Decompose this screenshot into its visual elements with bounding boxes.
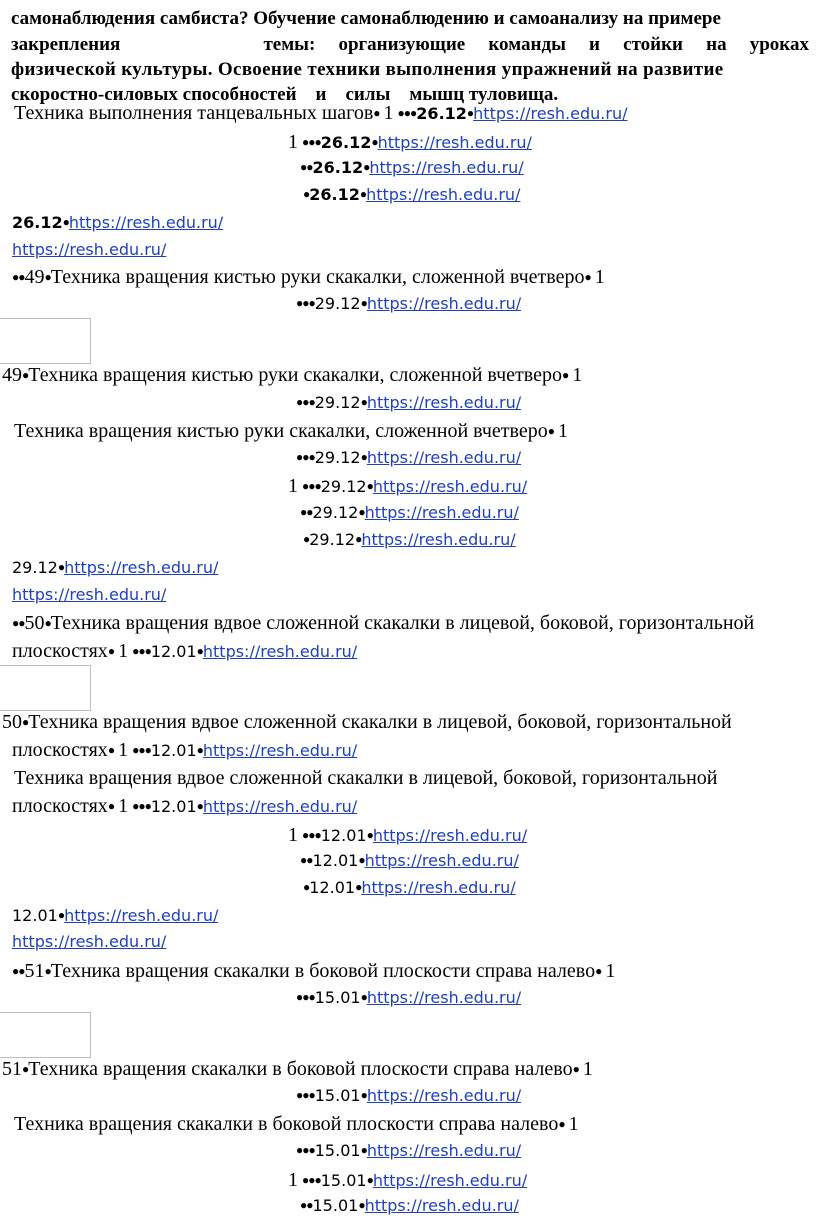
- bullet-icon: ●: [138, 743, 145, 757]
- date: 12.01: [309, 878, 356, 897]
- date: 29.12: [314, 448, 361, 467]
- bullet-icon: ●: [296, 395, 303, 409]
- bullet-icon: ●: [302, 990, 309, 1004]
- bullet-icon: ●: [196, 799, 203, 813]
- lesson-title: Техника вращения скакалки в боковой плоскости справа налево: [14, 1113, 559, 1135]
- resh-link[interactable]: https://resh.edu.ru/: [364, 503, 519, 522]
- lesson-row: [2, 711, 732, 734]
- bullet-icon: ●: [366, 479, 373, 493]
- date: 12.01: [150, 797, 197, 816]
- bullet-icon: ●: [355, 880, 362, 894]
- date: 26.12: [416, 104, 467, 123]
- bullet-icon: ●: [358, 853, 365, 867]
- bullet-icon: ●: [360, 296, 367, 310]
- resh-link[interactable]: https://resh.edu.ru/: [64, 906, 219, 925]
- bullet-icon: ●: [314, 479, 321, 493]
- lesson-row: [12, 906, 218, 926]
- bullet-icon: ●: [302, 1143, 309, 1157]
- bullet-icon: ●: [132, 743, 139, 757]
- hours: 1: [383, 102, 394, 124]
- bullet-icon: ●: [57, 908, 65, 922]
- bullet-icon: ●: [558, 1117, 565, 1131]
- header-line-2: [11, 32, 809, 58]
- hours: 1: [288, 131, 298, 153]
- lesson-number: 49: [24, 266, 45, 288]
- date: 29.12: [314, 393, 361, 412]
- bullet-icon: ●: [397, 106, 404, 120]
- lesson-row: [12, 932, 166, 952]
- bullet-icon: ●: [360, 990, 367, 1004]
- hours: 1: [118, 739, 129, 761]
- bullet-icon: ●: [107, 799, 115, 813]
- date: 26.12: [12, 213, 63, 232]
- bullet-icon: ●: [44, 270, 51, 284]
- date: 26.12: [312, 158, 364, 177]
- lesson-row: [288, 1169, 527, 1192]
- hours: 1: [118, 795, 129, 817]
- hours: 1: [118, 640, 129, 662]
- hours: 1: [582, 1058, 593, 1080]
- header-word: на: [706, 34, 727, 55]
- lesson-row: [288, 475, 527, 498]
- bullet-icon: ●: [306, 853, 313, 867]
- resh-link[interactable]: https://resh.edu.ru/: [369, 158, 524, 177]
- bullet-icon: ●: [44, 964, 51, 978]
- resh-link[interactable]: https://resh.edu.ru/: [366, 1141, 522, 1160]
- resh-link[interactable]: https://resh.edu.ru/: [366, 294, 522, 313]
- lesson-row: [303, 878, 516, 898]
- bullet-icon: ●: [306, 505, 313, 519]
- resh-link[interactable]: https://resh.edu.ru/: [12, 585, 167, 604]
- bullet-icon: ●: [359, 187, 367, 201]
- resh-link[interactable]: https://resh.edu.ru/: [366, 1086, 522, 1105]
- bullet-icon: ●: [308, 135, 315, 149]
- lesson-row: [12, 240, 166, 260]
- lesson-row: [12, 266, 605, 289]
- bullet-icon: ●: [296, 1088, 303, 1102]
- bullet-icon: ●: [62, 215, 69, 229]
- bullet-icon: ●: [308, 1143, 315, 1157]
- resh-link[interactable]: https://resh.edu.ru/: [202, 797, 358, 816]
- date: 29.12: [309, 530, 356, 549]
- hours: 1: [572, 364, 583, 386]
- bullet-icon: ●: [12, 964, 19, 978]
- resh-link[interactable]: https://resh.edu.ru/: [202, 741, 358, 760]
- header-word: темы:: [263, 34, 316, 55]
- bullet-icon: ●: [306, 1198, 313, 1212]
- bullet-icon: ●: [12, 270, 19, 284]
- bullet-icon: ●: [107, 743, 115, 757]
- header-word: закрепления: [11, 34, 121, 55]
- date: 12.01: [12, 906, 58, 925]
- resh-link[interactable]: https://resh.edu.ru/: [364, 1196, 519, 1215]
- bullet-icon: ●: [308, 296, 315, 310]
- lesson-title-cont: плоскостях: [12, 795, 108, 817]
- resh-link[interactable]: https://resh.edu.ru/: [12, 240, 167, 259]
- lesson-row: [12, 558, 218, 578]
- bullet-icon: ●: [138, 799, 145, 813]
- header-word: организующие: [338, 34, 466, 55]
- table-cell-box: [0, 318, 91, 364]
- date: 12.01: [320, 826, 367, 845]
- lesson-number: 51: [2, 1058, 22, 1080]
- resh-link[interactable]: https://resh.edu.ru/: [68, 213, 224, 232]
- date: 15.01: [314, 1141, 361, 1160]
- bullet-icon: ●: [144, 799, 151, 813]
- lesson-row: [296, 393, 521, 413]
- lesson-row: [300, 851, 519, 871]
- bullet-icon: ●: [18, 964, 25, 978]
- lesson-row: [14, 1113, 579, 1136]
- resh-link[interactable]: https://resh.edu.ru/: [202, 642, 358, 661]
- bullet-icon: ●: [308, 990, 315, 1004]
- date: 29.12: [312, 503, 359, 522]
- table-cell-box: [0, 665, 91, 711]
- lesson-row: [303, 185, 520, 205]
- resh-link[interactable]: https://resh.edu.ru/: [372, 1171, 528, 1190]
- resh-link[interactable]: https://resh.edu.ru/: [473, 104, 628, 123]
- bullet-icon: ●: [18, 616, 25, 630]
- bullet-icon: ●: [302, 1173, 309, 1187]
- bullet-icon: ●: [403, 106, 411, 120]
- bullet-icon: ●: [22, 715, 29, 729]
- bullet-icon: ●: [107, 644, 115, 658]
- bullet-icon: ●: [360, 450, 367, 464]
- lesson-row: [300, 1196, 519, 1216]
- lesson-number: 50: [24, 612, 45, 634]
- bullet-icon: ●: [132, 799, 139, 813]
- date: 15.01: [312, 1196, 359, 1215]
- bullet-icon: ●: [296, 990, 303, 1004]
- resh-link[interactable]: https://resh.edu.ru/: [372, 826, 528, 845]
- lesson-title-cont: плоскостях: [12, 640, 108, 662]
- lesson-row: [288, 131, 532, 154]
- lesson-row: [12, 960, 615, 983]
- lesson-row: [2, 1058, 593, 1081]
- bullet-icon: ●: [371, 135, 378, 149]
- lesson-title: Техника выполнения танцевальных шагов: [14, 102, 374, 124]
- bullet-icon: ●: [302, 395, 309, 409]
- resh-link[interactable]: https://resh.edu.ru/: [364, 851, 519, 870]
- bullet-icon: ●: [308, 479, 315, 493]
- lesson-row: [12, 585, 166, 605]
- lesson-row: [303, 530, 516, 550]
- lesson-row: [12, 795, 357, 818]
- lesson-title: Техника вращения кистью руки скакалки, сложенной вчетверо: [14, 420, 548, 442]
- bullet-icon: ●: [302, 450, 309, 464]
- bullet-icon: ●: [22, 1062, 29, 1076]
- resh-link[interactable]: https://resh.edu.ru/: [366, 988, 522, 1007]
- bullet-icon: ●: [410, 106, 417, 120]
- bullet-icon: ●: [302, 479, 309, 493]
- bullet-icon: ●: [314, 135, 321, 149]
- lesson-title: Техника вращения скакалки в боковой плоскости справа налево: [50, 960, 596, 982]
- bullet-icon: ●: [547, 424, 554, 438]
- bullet-icon: ●: [302, 828, 309, 842]
- bullet-icon: ●: [18, 270, 25, 284]
- hours: 1: [288, 824, 298, 846]
- bullet-icon: ●: [363, 160, 370, 174]
- bullet-icon: ●: [57, 560, 65, 574]
- bullet-icon: ●: [308, 1173, 315, 1187]
- header-word: стойки: [623, 34, 683, 55]
- header-word: уроках: [749, 34, 809, 55]
- lesson-row: [12, 213, 223, 233]
- lesson-row: [12, 739, 357, 762]
- date: 15.01: [314, 1086, 361, 1105]
- hours: 1: [288, 1169, 298, 1191]
- hours: 1: [557, 420, 568, 442]
- bullet-icon: ●: [44, 616, 51, 630]
- lesson-row: [296, 448, 521, 468]
- bullet-icon: ●: [302, 296, 309, 310]
- bullet-icon: ●: [296, 1143, 303, 1157]
- bullet-icon: ●: [358, 1198, 365, 1212]
- bullet-icon: ●: [314, 828, 321, 842]
- bullet-icon: ●: [303, 532, 310, 546]
- lesson-title-cont: плоскостях: [12, 739, 108, 761]
- lesson-row: [300, 503, 519, 523]
- bullet-icon: ●: [595, 964, 602, 978]
- bullet-icon: ●: [366, 828, 373, 842]
- date: 12.01: [312, 851, 359, 870]
- bullet-icon: ●: [314, 1173, 321, 1187]
- date: 15.01: [320, 1171, 367, 1190]
- lesson-row: [12, 640, 357, 663]
- lesson-row: [296, 1141, 521, 1161]
- resh-link[interactable]: https://resh.edu.ru/: [366, 393, 522, 412]
- lesson-row: [300, 158, 524, 178]
- date: 26.12: [320, 133, 372, 152]
- lesson-row: [14, 767, 718, 790]
- bullet-icon: ●: [466, 106, 474, 120]
- bullet-icon: ●: [306, 160, 313, 174]
- bullet-icon: ●: [132, 644, 139, 658]
- resh-link[interactable]: https://resh.edu.ru/: [366, 185, 521, 204]
- lesson-title: Техника вращения вдвое сложенной скакалки в лицевой, боковой, горизонтальной: [14, 767, 718, 789]
- bullet-icon: ●: [300, 853, 307, 867]
- bullet-icon: ●: [355, 532, 362, 546]
- date: 29.12: [314, 294, 361, 313]
- date: 12.01: [150, 741, 197, 760]
- bullet-icon: ●: [308, 450, 315, 464]
- lesson-row: [2, 364, 582, 387]
- lesson-title: Техника вращения кистью руки скакалки, сложенной вчетверо: [28, 364, 562, 386]
- resh-link[interactable]: https://resh.edu.ru/: [361, 878, 516, 897]
- header-line-4: скоростно-силовых способностей и силы мышц туловища.: [11, 84, 559, 105]
- resh-link[interactable]: https://resh.edu.ru/: [377, 133, 532, 152]
- bullet-icon: ●: [12, 616, 19, 630]
- resh-link[interactable]: https://resh.edu.ru/: [366, 448, 522, 467]
- bullet-icon: ●: [303, 880, 310, 894]
- header-line-1: самонаблюдения самбиста? Обучение самонаблюдению и самоанализу на примере: [11, 8, 721, 29]
- header-word: и: [589, 34, 600, 55]
- bullet-icon: ●: [360, 1143, 367, 1157]
- bullet-icon: ●: [308, 828, 315, 842]
- lesson-row: [296, 988, 521, 1008]
- lesson-row: [296, 294, 521, 314]
- date: 29.12: [12, 558, 58, 577]
- lesson-title: Техника вращения вдвое сложенной скакалки в лицевой, боковой, горизонтальной: [50, 612, 755, 634]
- bullet-icon: ●: [572, 1062, 579, 1076]
- date: 15.01: [314, 988, 361, 1007]
- lesson-row: [296, 1086, 521, 1106]
- bullet-icon: ●: [300, 505, 307, 519]
- date: 26.12: [309, 185, 360, 204]
- bullet-icon: ●: [373, 106, 380, 120]
- header-word: команды: [488, 34, 566, 55]
- bullet-icon: ●: [584, 270, 591, 284]
- bullet-icon: ●: [296, 450, 303, 464]
- bullet-icon: ●: [144, 644, 151, 658]
- hours: 1: [594, 266, 605, 288]
- lesson-row: [14, 420, 568, 443]
- hours: 1: [605, 960, 616, 982]
- bullet-icon: ●: [296, 296, 303, 310]
- lesson-title: Техника вращения вдвое сложенной скакалки в лицевой, боковой, горизонтальной: [28, 711, 732, 733]
- bullet-icon: ●: [302, 1088, 309, 1102]
- resh-link[interactable]: https://resh.edu.ru/: [372, 477, 528, 496]
- lesson-row: [12, 612, 754, 635]
- resh-link[interactable]: https://resh.edu.ru/: [12, 932, 167, 951]
- bullet-icon: ●: [360, 1088, 367, 1102]
- lesson-number: 51: [24, 960, 45, 982]
- lesson-title: Техника вращения кистью руки скакалки, сложенной вчетверо: [50, 266, 585, 288]
- bullet-icon: ●: [300, 160, 307, 174]
- lesson-number: 49: [2, 364, 22, 386]
- header-line-3: физической культуры. Освоение техники выполнения упражнений на развитие: [11, 59, 724, 80]
- lesson-number: 50: [2, 711, 22, 733]
- date: 29.12: [320, 477, 367, 496]
- bullet-icon: ●: [358, 505, 365, 519]
- bullet-icon: ●: [561, 368, 569, 382]
- bullet-icon: ●: [196, 743, 203, 757]
- bullet-icon: ●: [303, 187, 310, 201]
- date: 12.01: [150, 642, 197, 661]
- lesson-row: [288, 824, 527, 847]
- bullet-icon: ●: [300, 1198, 307, 1212]
- bullet-icon: ●: [22, 368, 29, 382]
- bullet-icon: ●: [144, 743, 151, 757]
- lesson-title: Техника вращения скакалки в боковой плоскости справа налево: [28, 1058, 573, 1080]
- bullet-icon: ●: [308, 395, 315, 409]
- bullet-icon: ●: [308, 1088, 315, 1102]
- bullet-icon: ●: [196, 644, 203, 658]
- hours: 1: [568, 1113, 579, 1135]
- bullet-icon: ●: [366, 1173, 373, 1187]
- resh-link[interactable]: https://resh.edu.ru/: [361, 530, 516, 549]
- bullet-icon: ●: [138, 644, 145, 658]
- hours: 1: [288, 475, 298, 497]
- lesson-row: [14, 102, 627, 125]
- bullet-icon: ●: [302, 135, 309, 149]
- bullet-icon: ●: [360, 395, 367, 409]
- table-cell-box: [0, 1012, 91, 1058]
- resh-link[interactable]: https://resh.edu.ru/: [64, 558, 219, 577]
